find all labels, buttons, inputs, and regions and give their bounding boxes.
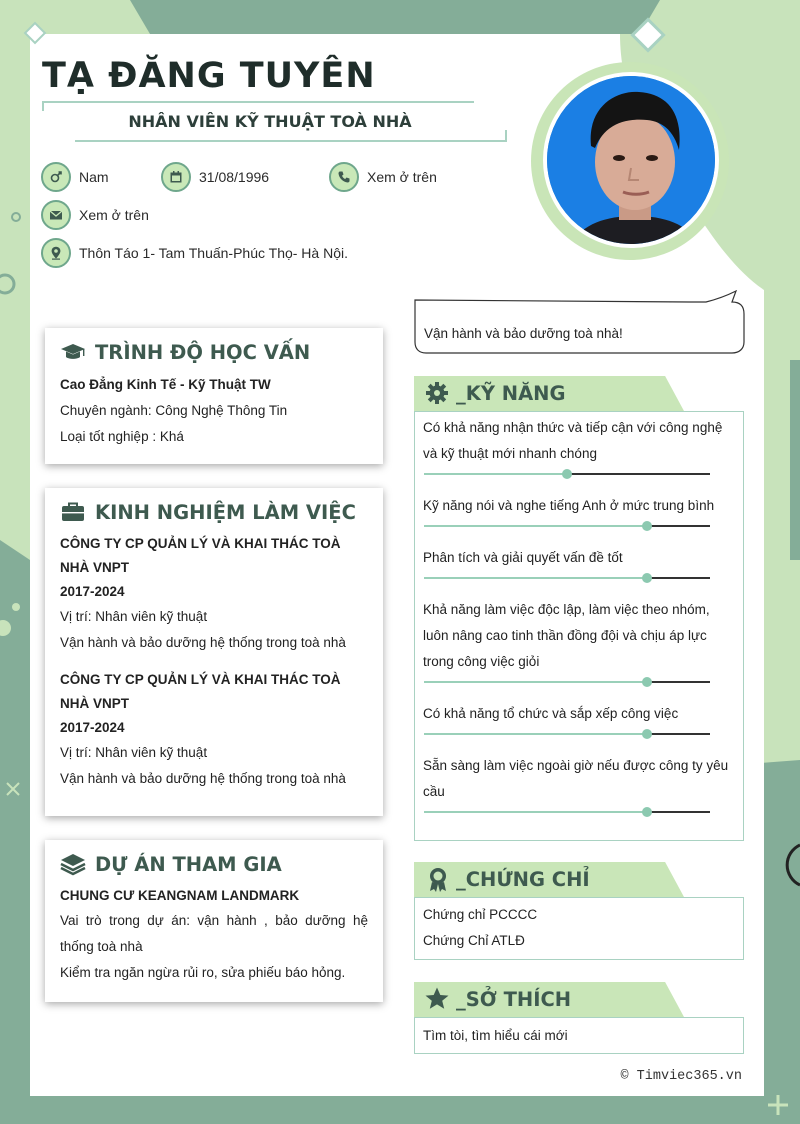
project-task: Kiểm tra ngăn ngừa rủi ro, sửa phiếu báo hỏng.	[60, 965, 346, 980]
skill-item	[415, 597, 743, 689]
certificates-title: _CHỨNG CHỈ	[456, 867, 590, 891]
skill-level-bar	[415, 675, 743, 689]
skill-bar-fill	[424, 473, 567, 475]
skill-item	[415, 415, 743, 481]
skill-text: Kỹ năng nói và nghe tiếng Anh ở mức trung bình	[423, 498, 715, 513]
job-period: 2017-2024	[60, 720, 125, 735]
layers-icon	[60, 852, 86, 876]
certificates-box	[414, 897, 744, 960]
skill-text: Có khả năng tổ chức và sắp xếp công việc	[423, 706, 679, 721]
award-icon	[424, 866, 452, 892]
job-position: Vị trí: Nhân viên kỹ thuật	[60, 609, 208, 624]
skill-level-bar	[415, 727, 743, 741]
experience-section	[45, 488, 383, 816]
job-title-rule-right	[505, 130, 507, 142]
education-section	[45, 328, 383, 464]
skills-title: _KỸ NĂNG	[456, 381, 566, 405]
gender-value: Nam	[79, 169, 109, 185]
header-rule-left	[42, 101, 44, 111]
job-description: Vận hành và bảo dưỡng hệ thống trong toà nhà	[60, 771, 346, 786]
project-role: Vai trò trong dự án: vận hành , bảo dưỡng hệ thống toà nhà	[60, 913, 368, 954]
candidate-name: TẠ ĐĂNG TUYÊN	[42, 56, 376, 96]
briefcase-icon	[60, 500, 86, 524]
skill-level-bar	[415, 571, 743, 585]
skill-bar-knob	[642, 521, 652, 531]
hobbies-header	[414, 982, 684, 1017]
info-phone	[329, 162, 437, 192]
skills-header	[414, 376, 684, 411]
experience-job	[60, 532, 368, 656]
graduation-cap-icon	[60, 340, 86, 364]
email-value: Xem ở trên	[79, 207, 149, 223]
avatar	[543, 72, 719, 248]
phone-icon	[329, 162, 359, 192]
objective-bubble	[414, 290, 746, 356]
skill-level-bar	[415, 467, 743, 481]
phone-value: Xem ở trên	[367, 169, 437, 185]
job-title-rule	[75, 140, 507, 142]
info-address	[41, 238, 348, 268]
certificates-header	[414, 862, 684, 897]
skill-bar-fill	[424, 681, 647, 683]
skill-level-bar	[415, 805, 743, 819]
gender-icon	[41, 162, 71, 192]
skill-item	[415, 753, 743, 819]
job-period: 2017-2024	[60, 584, 125, 599]
skill-item	[415, 545, 743, 585]
job-company: CÔNG TY CP QUẢN LÝ VÀ KHAI THÁC TOÀ NHÀ VNPT	[60, 536, 341, 575]
skill-bar-fill	[424, 811, 647, 813]
certificate-item: Chứng Chỉ ATLĐ	[423, 933, 525, 948]
experience-title: KINH NGHIỆM LÀM VIỆC	[95, 500, 356, 524]
job-company: CÔNG TY CP QUẢN LÝ VÀ KHAI THÁC TOÀ NHÀ VNPT	[60, 672, 341, 711]
job-title: NHÂN VIÊN KỸ THUẬT TOÀ NHÀ	[128, 112, 412, 131]
skill-item	[415, 493, 743, 533]
skill-bar-fill	[424, 525, 647, 527]
education-grade: Loại tốt nghiệp : Khá	[60, 429, 184, 444]
skill-bar-knob	[642, 573, 652, 583]
birthday-value: 31/08/1996	[199, 169, 270, 185]
email-icon	[41, 200, 71, 230]
gear-icon	[424, 380, 452, 406]
education-title: TRÌNH ĐỘ HỌC VẤN	[95, 340, 311, 364]
star-icon	[424, 986, 452, 1012]
job-description: Vận hành và bảo dưỡng hệ thống trong toà nhà	[60, 635, 346, 650]
project-name: CHUNG CƯ KEANGNAM LANDMARK	[60, 888, 300, 903]
skill-bar-knob	[642, 677, 652, 687]
projects-section	[45, 840, 383, 1002]
skill-bar-fill	[424, 577, 647, 579]
job-position: Vị trí: Nhân viên kỹ thuật	[60, 745, 208, 760]
skill-bar-knob	[642, 807, 652, 817]
hobbies-box	[414, 1017, 744, 1054]
skill-bar-fill	[424, 733, 647, 735]
hobbies-title: _SỞ THÍCH	[456, 987, 572, 1011]
footer-credit: © Timviec365.vn	[620, 1069, 742, 1084]
location-icon	[41, 238, 71, 268]
skill-text: Khả năng làm việc độc lập, làm việc theo nhóm, luôn nâng cao tinh thần đồng đội và chịu áp lực trong công việc giỏi	[423, 602, 710, 669]
calendar-icon	[161, 162, 191, 192]
objective-text: Vận hành và bảo dưỡng toà nhà!	[424, 326, 623, 341]
header-rule	[42, 101, 474, 103]
experience-job	[60, 668, 368, 792]
certificate-item: Chứng chỉ PCCCC	[423, 907, 538, 922]
skills-box	[414, 411, 744, 841]
info-gender	[41, 162, 109, 192]
address-value: Thôn Táo 1- Tam Thuấn-Phúc Thọ- Hà Nội.	[79, 245, 348, 261]
info-birthday	[161, 162, 269, 192]
skill-item	[415, 701, 743, 741]
info-email	[41, 200, 149, 230]
avatar-portrait	[547, 76, 719, 248]
skill-text: Có khả năng nhận thức và tiếp cận với công nghệ và kỹ thuật mới nhanh chóng	[423, 420, 723, 461]
hobby-text: Tìm tòi, tìm hiểu cái mới	[423, 1028, 568, 1043]
skill-text: Sẵn sàng làm việc ngoài giờ nếu được công ty yêu cầu	[423, 758, 729, 799]
education-school: Cao Đẳng Kinh Tế - Kỹ Thuật TW	[60, 377, 271, 392]
skill-text: Phân tích và giải quyết vấn đề tốt	[423, 550, 623, 565]
skill-bar-knob	[642, 729, 652, 739]
skill-level-bar	[415, 519, 743, 533]
skill-bar-knob	[562, 469, 572, 479]
projects-title: DỰ ÁN THAM GIA	[95, 852, 282, 876]
education-major: Chuyên ngành: Công Nghệ Thông Tin	[60, 403, 288, 418]
